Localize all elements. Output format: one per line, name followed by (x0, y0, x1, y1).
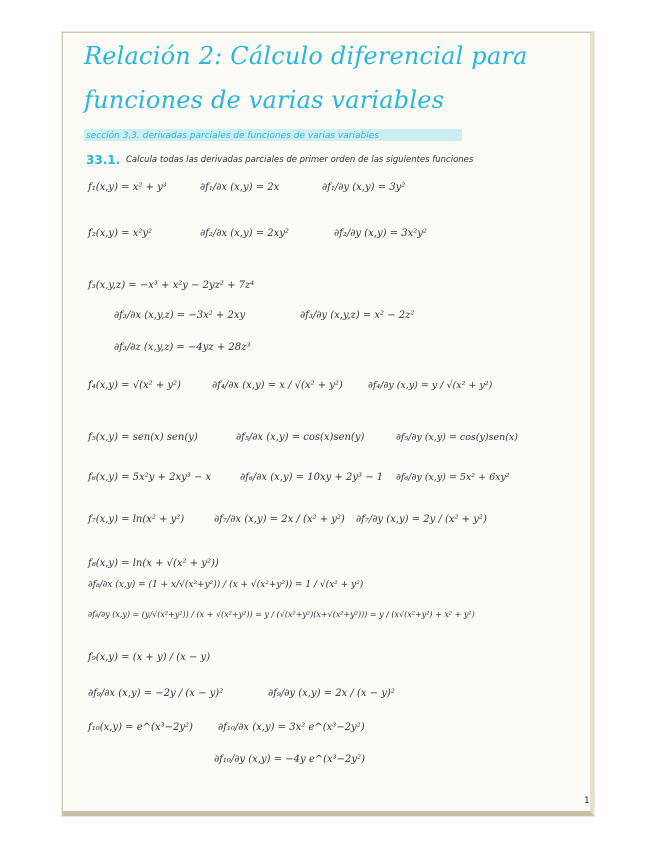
formula-f7-definition: f₇(x,y) = ln(x² + y²) (88, 514, 185, 525)
formula-f4-dx: ∂f₄/∂x (x,y) = x / √(x² + y²) (212, 380, 343, 391)
formula-f3-dz: ∂f₃/∂z (x,y,z) = −4yz + 28z³ (114, 342, 251, 353)
formula-f1-dx: ∂f₁/∂x (x,y) = 2x (200, 182, 280, 193)
formula-f2-dx: ∂f₂/∂x (x,y) = 2xy² (200, 228, 289, 239)
formula-f5-dy: ∂f₅/∂y (x,y) = cos(y)sen(x) (396, 432, 518, 443)
formula-f7-dx: ∂f₇/∂x (x,y) = 2x / (x² + y²) (214, 514, 345, 525)
formula-f1-dy: ∂f₁/∂y (x,y) = 3y² (322, 182, 406, 193)
formula-f6-dx: ∂f₆/∂x (x,y) = 10xy + 2y³ − 1 (240, 472, 384, 483)
formula-f8-dy: ∂f₈/∂y (x,y) = (y/√(x²+y²)) / (x + √(x²+y²)) = y / (√(x²+y²)(x+√(x²+y²))) = y / (x√(x²+y²) + x² + y²) (88, 610, 475, 619)
formula-f3-definition: f₃(x,y,z) = −x³ + x²y − 2yz² + 7z⁴ (88, 280, 255, 291)
formula-f10-dy: ∂f₁₀/∂y (x,y) = −4y e^(x³−2y²) (214, 754, 365, 765)
section-heading: sección 3.3. derivadas parciales de funciones de varias variables (86, 131, 379, 141)
formula-f2-definition: f₂(x,y) = x²y² (88, 228, 153, 239)
exercise-statement: Calcula todas las derivadas parciales de primer orden de las siguientes funciones (126, 155, 474, 165)
formula-f6-definition: f₆(x,y) = 5x²y + 2xy³ − x (88, 472, 212, 483)
formula-f3-dy: ∂f₃/∂y (x,y,z) = x² − 2z² (300, 310, 415, 321)
formula-f10-dx: ∂f₁₀/∂x (x,y) = 3x² e^(x³−2y²) (218, 722, 365, 733)
formula-f4-dy: ∂f₄/∂y (x,y) = y / √(x² + y²) (368, 380, 493, 391)
page-number: 1 (584, 796, 590, 806)
formula-f7-dy: ∂f₇/∂y (x,y) = 2y / (x² + y²) (356, 514, 487, 525)
formula-f5-dx: ∂f₅/∂x (x,y) = cos(x)sen(y) (236, 432, 365, 443)
formula-f9-dx: ∂f₉/∂x (x,y) = −2y / (x − y)² (88, 688, 224, 699)
formula-f9-definition: f₉(x,y) = (x + y) / (x − y) (88, 652, 211, 663)
formula-f1-definition: f₁(x,y) = x² + y³ (88, 182, 167, 193)
formula-f8-definition: f₈(x,y) = ln(x + √(x² + y²)) (88, 558, 219, 569)
formula-f10-definition: f₁₀(x,y) = e^(x³−2y²) (88, 722, 193, 733)
formula-f6-dy: ∂f₆/∂y (x,y) = 5x² + 6xy² (396, 472, 510, 483)
formula-f3-dx: ∂f₃/∂x (x,y,z) = −3x² + 2xy (114, 310, 246, 321)
formula-f8-dx: ∂f₈/∂x (x,y) = (1 + x/√(x²+y²)) / (x + √(x²+y²)) = 1 / √(x² + y²) (88, 580, 364, 590)
page-subtitle: funciones de varias variables (84, 86, 445, 114)
exercise-number: 33.1. (86, 153, 121, 167)
formula-f4-definition: f₄(x,y) = √(x² + y²) (88, 380, 181, 391)
formula-f2-dy: ∂f₂/∂y (x,y) = 3x²y² (334, 228, 427, 239)
formula-f5-definition: f₅(x,y) = sen(x) sen(y) (88, 432, 198, 443)
page-title: Relación 2: Cálculo diferencial para (84, 42, 528, 70)
formula-f9-dy: ∂f₉/∂y (x,y) = 2x / (x − y)² (268, 688, 395, 699)
